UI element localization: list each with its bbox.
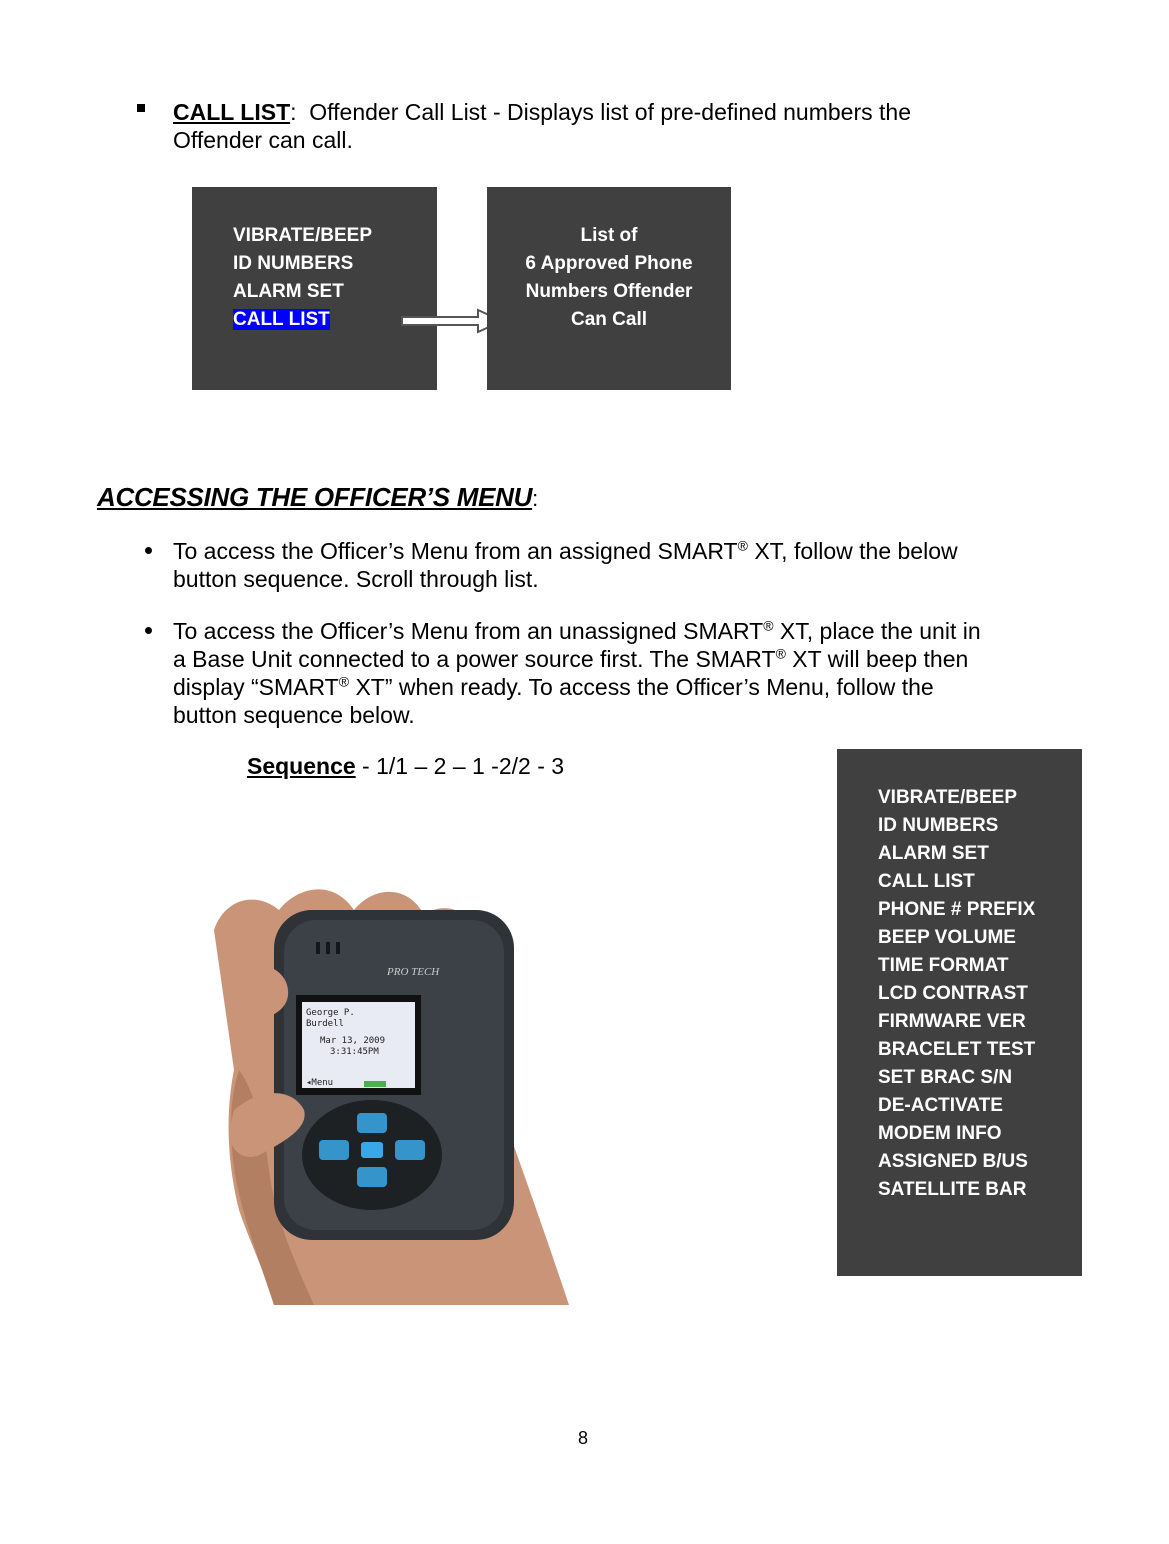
- officer-menu-panel: [837, 749, 1082, 1276]
- officer-menu-item: CALL LIST: [878, 871, 975, 892]
- officer-menu-item: BRACELET TEST: [878, 1039, 1036, 1060]
- bullet-text-unassigned: To access the Officer’s Menu from an unassigned SMART® XT, place the unit in a Base Unit connected to a power source first. The SMART® XT will beep then display “SMART® XT” when ready. To access the Officer’s Menu, follow the button sequence below.: [173, 617, 981, 728]
- officer-menu-list: [878, 784, 1035, 1204]
- device-screen: George P. Burdell Mar 13, 2009 3:31:45PM ◂Menu: [306, 1008, 386, 1088]
- menu-item: ID NUMBERS: [233, 253, 354, 274]
- call-list-term: CALL LIST: [173, 99, 291, 125]
- officer-menu-item: DE-ACTIVATE: [878, 1095, 1003, 1116]
- menu-item: VIBRATE/BEEP: [233, 225, 373, 246]
- officer-menu-item: LCD CONTRAST: [878, 983, 1028, 1004]
- officer-menu-item: BEEP VOLUME: [878, 927, 1016, 948]
- device-brand: PRO TECH: [387, 966, 440, 978]
- page-number: 8: [578, 1428, 589, 1448]
- button-sequence: Sequence - 1/1 – 2 – 1 -2/2 - 3: [247, 753, 565, 779]
- officer-menu-item: MODEM INFO: [878, 1123, 1002, 1144]
- bullet-icon: [145, 627, 152, 634]
- menu-screen-panel: [192, 187, 437, 390]
- section-heading: ACCESSING THE OFFICER’S MENU:: [97, 482, 539, 512]
- square-bullet-icon: [137, 104, 145, 112]
- officer-menu-item: VIBRATE/BEEP: [878, 787, 1018, 808]
- officer-menu-item: FIRMWARE VER: [878, 1011, 1026, 1032]
- officer-menu-item: SET BRAC S/N: [878, 1067, 1013, 1088]
- officer-menu-item: TIME FORMAT: [878, 955, 1009, 976]
- officer-menu-item: ID NUMBERS: [878, 815, 999, 836]
- device-in-hand-photo: [64, 870, 640, 1305]
- call-list-result-panel: List of 6 Approved Phone Numbers Offender Can Call: [487, 187, 731, 390]
- call-list-description: CALL LIST: Offender Call List - Displays list of pre-defined numbers the Offender can call.: [173, 99, 911, 153]
- menu-item-selected: CALL LIST: [233, 309, 330, 330]
- officer-menu-item: SATELLITE BAR: [878, 1179, 1027, 1200]
- menu-item: ALARM SET: [233, 281, 344, 302]
- bullet-text-assigned: To access the Officer’s Menu from an assigned SMART® XT, follow the below button sequence. Scroll through list.: [173, 537, 958, 592]
- officer-menu-item: ASSIGNED B/US: [878, 1151, 1028, 1172]
- officer-menu-item: ALARM SET: [878, 843, 989, 864]
- officer-menu-item: PHONE # PREFIX: [878, 899, 1036, 920]
- bullet-icon: [145, 547, 152, 554]
